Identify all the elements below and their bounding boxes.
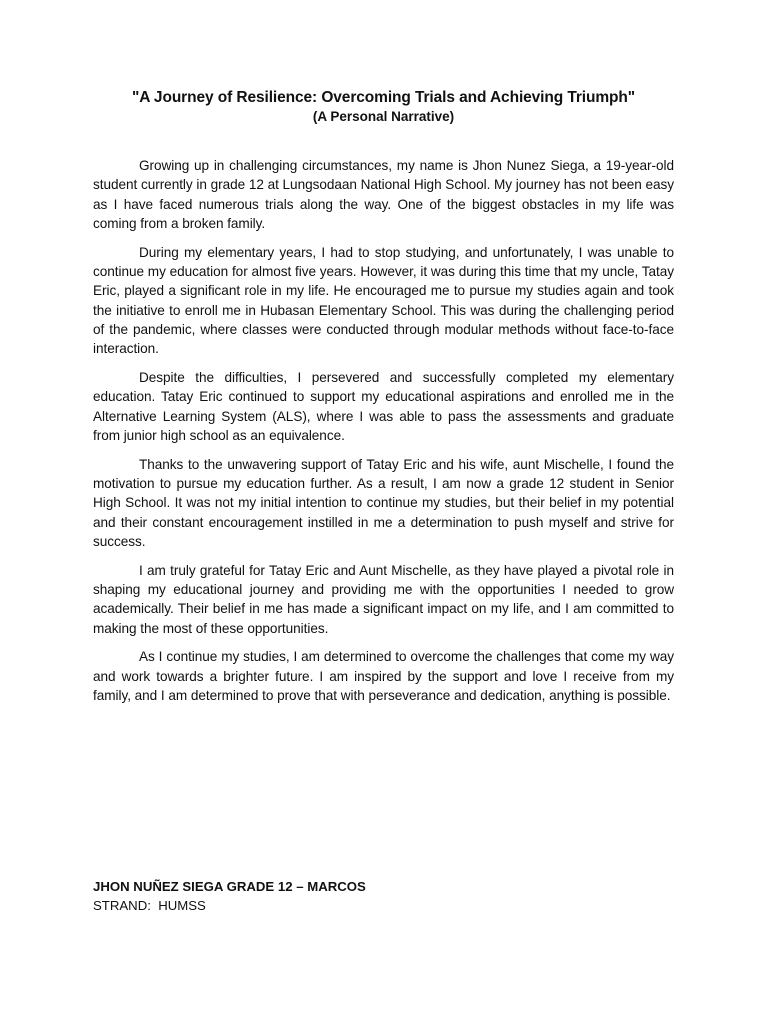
- paragraph-6: As I continue my studies, I am determined to overcome the challenges that come my way and work towards a brighter future. I am inspired by the support and love I receive from my family, and I am determined to prove that with perseverance and dedication, anything is possible.: [93, 649, 674, 703]
- document-subtitle: (A Personal Narrative): [312, 109, 455, 124]
- paragraph-2: During my elementary years, I had to stop studying, and unfortunately, I was unable to continue my education for almost five years. However, it was during this time that my uncle, Tatay Eric, played a significant role in my life. He encouraged me to pursue my studies again and took the initiative to enroll me in Hubasan Elementary School. This was during the challenging period of the pandemic, where classes were conducted through modular methods without face-to-face interaction.: [93, 244, 674, 357]
- paragraph-4: Thanks to the unwavering support of Tatay Eric and his wife, aunt Mischelle, I found the motivation to pursue my education further. As a result, I am now a grade 12 student in Senior High School. It was not my initial intention to continue my studies, but their belief in my potential and their constant encouragement instilled in me a determination to push myself and strive for success.: [93, 456, 674, 549]
- author-footer: [93, 877, 674, 915]
- author-name-line: JHON NUÑEZ SIEGA GRADE 12 – MARCOS: [93, 879, 366, 894]
- paragraph-3: Despite the difficulties, I persevered and successfully completed my elementary education. Tatay Eric continued to support my educational aspirations and enrolled me in the Alternative Learning System (ALS), where I was able to pass the assessments and graduate from junior high school as an equivalence.: [93, 369, 674, 443]
- document-page: [93, 88, 674, 715]
- paragraph-5: I am truly grateful for Tatay Eric and Aunt Mischelle, as they have played a pivotal role in shaping my educational journey and providing me with the opportunities I needed to grow academically. Their belief in me has made a significant impact on my life, and I am committed to making the most of these opportunities.: [93, 562, 674, 636]
- document-title: "A Journey of Resilience: Overcoming Trials and Achieving Triumph": [131, 89, 636, 106]
- strand-line: STRAND: HUMSS: [93, 898, 206, 913]
- narrative-body: [93, 156, 674, 705]
- paragraph-1: Growing up in challenging circumstances, my name is Jhon Nunez Siega, a 19-year-old student currently in grade 12 at Lungsodaan National High School. My journey has not been easy as I have faced numerous trials along the way. One of the biggest obstacles in my life was coming from a broken family.: [93, 158, 674, 231]
